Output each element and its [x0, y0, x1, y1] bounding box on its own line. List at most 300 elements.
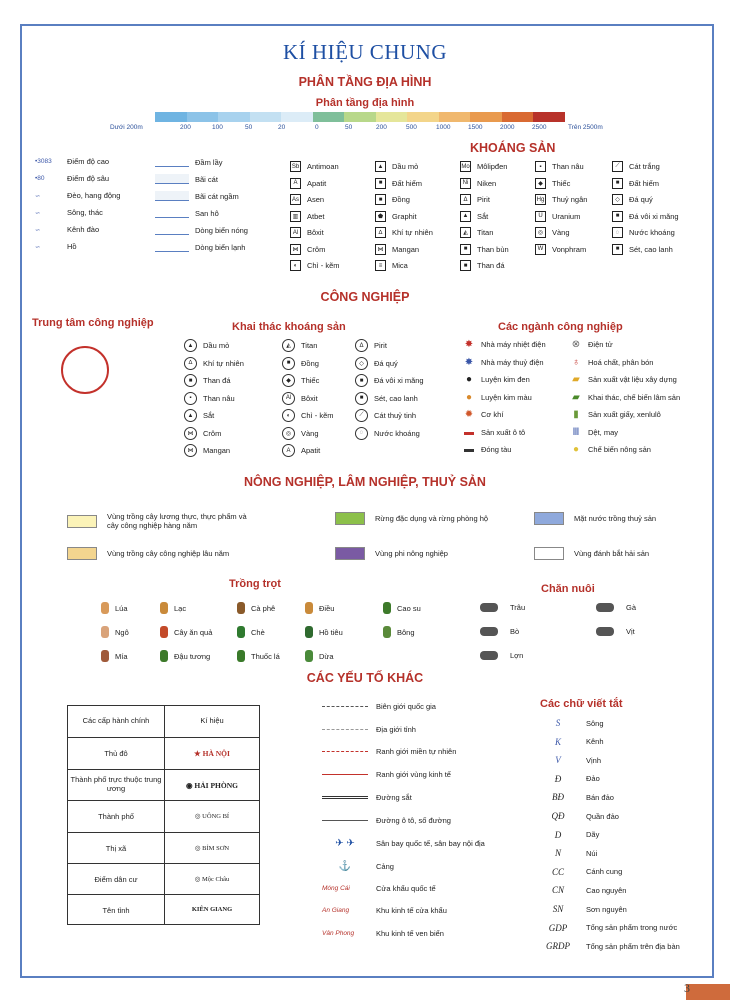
crops-heading: Trồng trọt	[229, 578, 281, 590]
mineral-label: Than đá	[477, 261, 505, 270]
river-icon: ∽	[35, 209, 41, 217]
mineral-symbol-icon: ▪	[535, 161, 546, 172]
table-cell-level: Tên tỉnh	[102, 906, 130, 916]
agri-zone-label: Vùng phi nông nghiệp	[375, 549, 448, 558]
mineral-label: Đá vôi xi măng	[629, 211, 679, 221]
mining-label: Đá quý	[374, 358, 398, 368]
mining-item	[184, 427, 221, 440]
mineral-item	[375, 260, 408, 271]
crop-icon	[101, 626, 109, 638]
relief-color-cell	[470, 112, 502, 122]
mining-item	[355, 339, 387, 352]
crop-label: Điều	[319, 603, 335, 613]
industry-item	[463, 427, 525, 438]
mineral-label: Bôxit	[307, 228, 324, 237]
crop-item	[305, 650, 334, 662]
crop-item	[101, 626, 129, 638]
sand-icon	[155, 174, 189, 184]
mining-item	[184, 409, 214, 422]
mineral-item	[460, 211, 488, 222]
agri-zone-swatch	[67, 547, 97, 560]
abbr-item	[540, 830, 599, 840]
mining-heading: Khai thác khoáng sản	[232, 321, 346, 333]
border-gate-icon: Vân Phong	[322, 930, 355, 937]
mineral-symbol-icon: ■	[375, 194, 386, 205]
crop-label: Hồ tiêu	[319, 627, 343, 637]
crop-icon	[305, 650, 313, 662]
industry-item	[570, 374, 677, 385]
mineral-item	[375, 227, 433, 238]
mining-item	[184, 357, 244, 370]
industry-symbol-icon: ✸	[464, 339, 474, 350]
crop-item	[160, 602, 186, 614]
industry-symbol-icon: ●	[572, 444, 580, 455]
table-cell-symbol: ◎ BỈM SƠN	[194, 844, 230, 852]
abbr-key: CN	[551, 885, 564, 896]
agri-heading: NÔNG NGHIỆP, LÂM NGHIỆP, THUỶ SẢN	[244, 475, 486, 489]
industry-label: Sản xuất vật liệu xây dựng	[588, 375, 677, 384]
animal-icon	[596, 603, 614, 612]
mining-symbol-icon: ■	[282, 357, 295, 370]
table-cell-symbol: ◎ UÔNG BÍ	[194, 813, 230, 821]
mining-label: Bôxit	[301, 393, 318, 403]
mining-symbol-icon: ■	[355, 392, 368, 405]
industry-label: Sản xuất ô tô	[481, 427, 526, 437]
line-legend-label: Khu kinh tế cửa khẩu	[376, 906, 447, 916]
mineral-item	[612, 178, 659, 189]
abbr-item	[540, 718, 604, 728]
mineral-item	[290, 260, 340, 271]
mining-label: Than đá	[203, 376, 231, 385]
crop-item	[383, 626, 415, 638]
crop-item	[305, 602, 334, 614]
relief-bar-title: Phân tầng địa hình	[315, 97, 415, 109]
mining-label: Nước khoáng	[374, 428, 420, 438]
line-legend-label: Biên giới quốc gia	[376, 702, 436, 711]
animal-icon	[596, 627, 614, 636]
crop-label: Mía	[115, 651, 128, 661]
agri-zone-swatch	[534, 512, 564, 525]
crop-icon	[160, 602, 168, 614]
agri-zone-swatch	[335, 547, 365, 560]
line-legend-item	[322, 770, 451, 779]
mining-item	[355, 409, 416, 422]
line-legend-label: Đường ô tô, số đường	[376, 815, 451, 825]
crop-icon	[305, 602, 313, 614]
mineral-label: Titan	[477, 228, 494, 237]
mineral-label: Đất hiếm	[629, 178, 660, 188]
abbr-value: Kênh	[586, 737, 604, 747]
livestock-label: Vịt	[626, 627, 635, 636]
port-icon: ⚓	[338, 860, 352, 872]
industry-item	[570, 427, 618, 438]
mineral-item	[535, 194, 587, 205]
industry-label: Điện tử	[588, 340, 613, 349]
relief-labels	[110, 124, 630, 134]
relief-label: 100	[212, 124, 223, 131]
mineral-label: Vàng	[552, 228, 570, 237]
abbr-value: Sơn nguyên	[586, 904, 627, 914]
mining-label: Pirit	[374, 341, 387, 350]
industry-symbol-icon: ▬	[464, 444, 474, 455]
abbr-key: SN	[552, 904, 564, 914]
middle-symbol-row	[155, 242, 245, 252]
middle-symbol-label: Dòng biển nóng	[195, 225, 248, 235]
industry-label: Khai thác, chế biến lâm sản	[588, 392, 681, 402]
crop-icon	[101, 650, 109, 662]
relief-label: 500	[406, 124, 417, 131]
industry-label: Chế biến nông sản	[588, 445, 651, 454]
agri-zone-item	[335, 547, 525, 560]
mining-label: Apatit	[301, 446, 321, 455]
mineral-symbol-icon: ◐	[290, 260, 301, 271]
mineral-item	[460, 194, 490, 205]
crop-icon	[237, 650, 245, 662]
table-cell-symbol: KIÊN GIANG	[191, 906, 233, 914]
cold-current-icon	[155, 242, 189, 252]
crop-label: Chè	[251, 627, 265, 637]
industry-item	[570, 339, 613, 350]
relief-label: 50	[245, 124, 253, 131]
line-sample-icon	[322, 729, 368, 730]
industry-label: Nhà máy nhiệt điện	[481, 340, 546, 349]
line-legend-item	[322, 702, 436, 711]
mineral-item	[290, 244, 325, 255]
mineral-item	[290, 211, 325, 222]
relief-label: 2000	[500, 124, 515, 131]
mineral-symbol-icon: ◌	[612, 227, 623, 238]
left-symbol-label: Đèo, hang động	[67, 191, 121, 200]
abbr-item	[540, 737, 604, 747]
relief-label: 2500	[532, 124, 547, 131]
industry-symbol-icon: ▬	[464, 426, 474, 438]
mining-item	[282, 392, 318, 405]
agri-zone-swatch	[335, 512, 365, 525]
middle-symbol-label: Bãi cát ngầm	[195, 191, 239, 201]
abbr-item	[540, 811, 619, 821]
agri-zone-swatch	[534, 547, 564, 560]
crop-item	[305, 626, 343, 638]
relief-label: 0	[315, 124, 319, 131]
crop-icon	[101, 602, 109, 614]
relief-color-cell	[313, 112, 345, 122]
relief-color-bar	[155, 112, 565, 122]
elevation-point-icon: •3083	[35, 158, 52, 165]
table-cell-symbol: ◉ HẢI PHÒNG	[186, 780, 238, 790]
relief-color-cell	[407, 112, 439, 122]
crop-label: Lạc	[174, 603, 187, 613]
mineral-symbol-icon: ◆	[535, 178, 546, 189]
mineral-label: Đất hiếm	[392, 178, 423, 188]
industry-symbol-icon: ▰	[572, 374, 580, 385]
mineral-item	[375, 178, 422, 189]
mineral-symbol-icon: ⬟	[375, 211, 386, 222]
mining-label: Vàng	[301, 428, 319, 438]
mineral-item	[290, 227, 324, 238]
line-sample-icon	[322, 820, 368, 821]
coral-icon	[155, 208, 189, 218]
lake-icon: ∽	[35, 243, 41, 251]
crop-item	[383, 602, 421, 614]
left-symbol-label: Điểm độ cao	[67, 157, 110, 166]
mineral-item	[612, 227, 675, 238]
left-symbol-row	[35, 225, 99, 234]
table-header-cell: Kí hiệu	[200, 716, 224, 725]
abbr-value: Cao nguyên	[586, 885, 627, 895]
abbr-item	[540, 923, 677, 933]
crop-icon	[237, 602, 245, 614]
mining-label: Đồng	[301, 358, 319, 368]
mineral-symbol-icon: U	[535, 211, 546, 222]
crop-label: Cao su	[397, 603, 421, 613]
submerged-sand-icon	[155, 191, 189, 201]
mining-symbol-icon: ◐	[282, 409, 295, 422]
mineral-label: Pirit	[477, 195, 490, 204]
industry-item	[463, 444, 511, 455]
relief-label: Trên 2500m	[568, 124, 603, 131]
mineral-symbol-icon: ◇	[612, 194, 623, 205]
livestock-item	[480, 627, 519, 636]
line-legend-item	[322, 793, 412, 802]
mineral-label: Sắt	[477, 211, 489, 221]
mining-label: Dầu mỏ	[203, 341, 230, 350]
abbr-key: Đ	[554, 773, 562, 784]
middle-symbol-row	[155, 225, 248, 235]
cong-nghiep-heading: CÔNG NGHIỆP	[320, 290, 410, 304]
mining-symbol-icon: ■	[184, 374, 197, 387]
industry-symbol-icon: ⊗	[571, 339, 581, 350]
mineral-label: Đồng	[392, 195, 410, 204]
industry-label: Nhà máy thuỷ điện	[481, 357, 544, 367]
mining-symbol-icon: ⋈	[184, 444, 197, 457]
crop-icon	[237, 626, 245, 638]
mining-item	[184, 444, 230, 457]
mineral-label: Niken	[477, 178, 497, 188]
industry-label: Đóng tàu	[481, 445, 512, 454]
crop-icon	[160, 650, 168, 662]
table-row-line	[68, 832, 259, 833]
relief-color-cell	[187, 112, 219, 122]
livestock-item	[480, 603, 525, 612]
line-legend-label: Đường sắt	[376, 792, 412, 802]
mining-symbol-icon: ⟋	[355, 409, 368, 422]
mineral-symbol-icon: ◭	[460, 227, 471, 238]
industries-heading: Các ngành công nghiệp	[498, 321, 623, 333]
mining-label: Đá vôi xi măng	[374, 376, 424, 385]
mining-item	[355, 374, 424, 387]
mineral-item	[535, 161, 584, 172]
abbr-key: GDP	[548, 922, 568, 933]
mineral-symbol-icon: Sb	[290, 161, 301, 172]
agri-zone-label: Vùng đánh bắt hải sản	[574, 549, 650, 558]
agri-zone-label: Vùng trồng cây công nghiệp lâu năm	[107, 549, 230, 558]
line-legend-item	[322, 816, 451, 825]
abbr-item	[540, 848, 597, 858]
mineral-symbol-icon: Mo	[460, 161, 471, 172]
left-symbol-row	[35, 208, 103, 217]
mining-label: Crôm	[203, 428, 222, 438]
mineral-item	[290, 161, 339, 172]
crop-label: Lúa	[115, 603, 128, 613]
table-header-cell: Các cấp hành chính	[82, 716, 150, 725]
industry-symbol-icon: ●	[465, 391, 473, 403]
line-legend-item	[322, 929, 444, 938]
crop-label: Bông	[397, 627, 415, 637]
mining-item	[282, 409, 334, 422]
relief-label: 1000	[436, 124, 451, 131]
industry-item	[570, 444, 651, 455]
mineral-item	[375, 161, 418, 172]
abbr-value: Bán đảo	[586, 792, 614, 802]
mineral-item	[535, 211, 580, 222]
industry-label: Luyện kim đen	[481, 375, 530, 384]
relief-color-cell	[281, 112, 313, 122]
left-symbol-row	[35, 157, 109, 166]
mineral-item	[460, 161, 507, 172]
mineral-symbol-icon: ■	[612, 244, 623, 255]
line-legend-item	[322, 906, 447, 915]
mining-label: Titan	[301, 341, 318, 350]
abbr-value: Vịnh	[586, 755, 602, 765]
agri-zone-item	[335, 512, 525, 525]
line-sample-icon	[322, 796, 368, 799]
section-relief-heading: PHÂN TẦNG ĐỊA HÌNH	[298, 75, 432, 89]
mining-symbol-icon: Δ	[355, 339, 368, 352]
table-cell-level: Thành phố	[98, 812, 134, 822]
mineral-label: Vonphram	[552, 244, 587, 254]
mining-item	[184, 339, 229, 352]
mining-item	[282, 444, 320, 457]
mineral-symbol-icon: Hg	[535, 194, 546, 205]
crop-item	[237, 626, 265, 638]
khoang-san-heading: KHOÁNG SẢN	[470, 141, 556, 155]
mineral-item	[375, 194, 410, 205]
mining-symbol-icon: ▲	[184, 409, 197, 422]
mineral-symbol-icon: ∆	[375, 227, 386, 238]
abbr-item	[540, 904, 627, 914]
industry-item	[463, 374, 530, 385]
mineral-item	[375, 244, 419, 255]
mining-label: Sắt	[203, 411, 215, 420]
crop-item	[101, 650, 128, 662]
line-sample-icon	[322, 706, 368, 707]
mineral-symbol-icon: ■	[612, 211, 623, 222]
mineral-label: Atbet	[307, 211, 325, 221]
line-legend-label: Ranh giới miền tự nhiên	[376, 747, 457, 757]
middle-symbol-row	[155, 174, 218, 184]
line-legend-item	[322, 725, 416, 734]
mining-label: Cát thuỷ tinh	[374, 411, 417, 420]
mineral-symbol-icon: ▲	[375, 161, 386, 172]
line-legend-label: Khu kinh tế ven biển	[376, 929, 444, 938]
livestock-label: Gà	[626, 603, 637, 612]
line-legend-label: Ranh giới vùng kinh tế	[376, 770, 451, 780]
table-cell-symbol: ★ HÀ NỘI	[194, 749, 230, 759]
mineral-item	[612, 211, 679, 222]
abbr-value: Quần đảo	[586, 811, 619, 821]
industry-label: Hoá chất, phân bón	[588, 357, 654, 367]
mineral-item	[612, 194, 653, 205]
agri-zone-item	[67, 512, 257, 530]
line-legend-label: Cửa khẩu quốc tế	[376, 883, 436, 893]
left-symbol-label: Hồ	[67, 242, 77, 251]
crop-item	[101, 602, 128, 614]
mineral-item	[460, 227, 493, 238]
mineral-item	[535, 227, 570, 238]
agri-zone-item	[534, 547, 724, 560]
mining-symbol-icon: Al	[282, 392, 295, 405]
table-cell-level: Thị xã	[105, 843, 127, 853]
relief-color-cell	[155, 112, 187, 122]
admin-table	[67, 705, 260, 925]
livestock-item	[480, 651, 523, 660]
mineral-item	[290, 178, 326, 189]
industry-item	[570, 357, 653, 368]
industry-center-circle-icon	[61, 346, 109, 394]
left-symbol-label: Điểm độ sâu	[67, 174, 110, 183]
mineral-symbol-icon: ⋈	[375, 244, 386, 255]
mineral-label: Đá quý	[629, 195, 653, 204]
livestock-label: Lợn	[510, 651, 524, 660]
relief-label: 200	[376, 124, 387, 131]
mining-symbol-icon: ▪	[184, 392, 197, 405]
industry-symbol-icon: ▰	[572, 391, 580, 403]
mineral-label: Than bùn	[477, 244, 509, 254]
mineral-symbol-icon: Δ	[460, 194, 471, 205]
industry-symbol-icon: ✹	[464, 409, 474, 420]
left-symbol-row	[35, 191, 120, 200]
industry-label: Cơ khí	[481, 410, 504, 419]
left-symbol-label: Kênh đào	[67, 225, 100, 234]
other-heading: CÁC YẾU TỐ KHÁC	[306, 671, 424, 685]
line-sample-icon	[322, 751, 368, 752]
mining-symbol-icon: ◆	[282, 374, 295, 387]
mining-item	[355, 392, 418, 405]
abbr-value: Núi	[586, 848, 598, 858]
mineral-label: Mangan	[392, 244, 420, 254]
page-corner-tab	[686, 984, 730, 1000]
agri-zone-item	[67, 547, 257, 560]
livestock-label: Trâu	[510, 603, 526, 612]
mineral-symbol-icon: Al	[290, 227, 301, 238]
mineral-label: Antimoan	[307, 162, 339, 171]
mineral-symbol-icon: A	[290, 178, 301, 189]
crop-item	[237, 602, 275, 614]
animal-icon	[480, 627, 498, 636]
crop-label: Ngô	[115, 627, 129, 637]
mining-label: Mangan	[203, 446, 231, 455]
mineral-symbol-icon: ▥	[290, 211, 301, 222]
abbr-item	[540, 885, 626, 895]
table-row-line	[68, 894, 259, 895]
crop-label: Đậu tương	[174, 651, 211, 661]
mineral-label: Môlipđen	[477, 162, 508, 171]
mineral-label: Graphit	[392, 211, 417, 221]
pass-icon: ∽	[35, 192, 41, 200]
line-sample-icon	[322, 774, 368, 775]
abbr-heading: Các chữ viết tắt	[540, 698, 623, 710]
mining-item	[355, 427, 420, 440]
table-row-line	[68, 737, 259, 738]
mineral-label: Khí tự nhiên	[392, 228, 433, 237]
industry-center-label: Trung tâm công nghiệp	[32, 317, 154, 329]
livestock-item	[596, 603, 636, 612]
mineral-item	[460, 244, 509, 255]
mineral-symbol-icon: ▲	[460, 211, 471, 222]
border-gate-icon: An Giang	[322, 907, 350, 915]
abbr-item	[540, 755, 601, 765]
page-title: KÍ HIỆU CHUNG	[283, 40, 447, 64]
